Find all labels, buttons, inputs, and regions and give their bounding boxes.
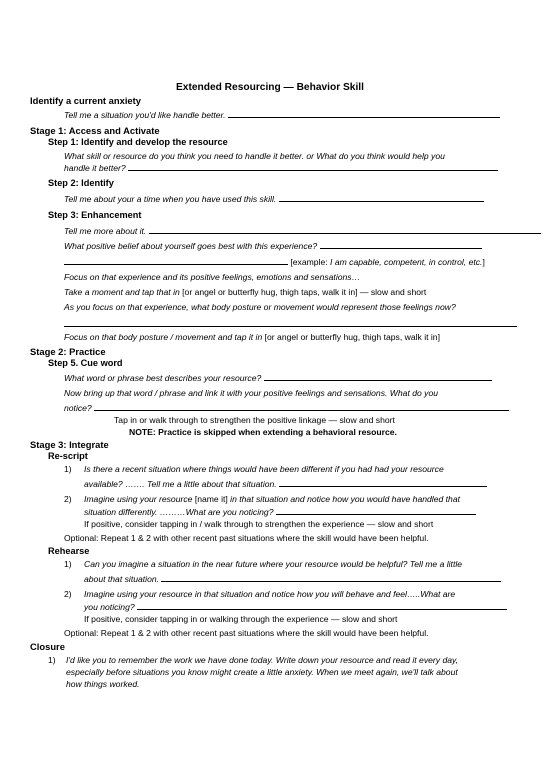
step5-link: Now bring up that word / phrase and link it with your positive feelings and sensations. What do you xyxy=(64,388,439,398)
answer-blank[interactable] xyxy=(64,256,288,265)
practice-note: NOTE: Practice is skipped when extending a behavioral resource. xyxy=(129,427,397,437)
answer-blank[interactable] xyxy=(94,402,509,411)
closure-line2: especially before situations you know might create a little anxiety. When we meet again, we'll talk about xyxy=(66,667,458,677)
step2-heading: Step 2: Identify xyxy=(48,178,114,188)
step5-heading: Step 5. Cue word xyxy=(48,358,123,368)
rescript-heading: Re-script xyxy=(48,451,88,461)
rehearse-item2-cont: you noticing? xyxy=(84,601,507,613)
answer-blank[interactable] xyxy=(137,601,507,610)
step1-question-cont: handle it better? xyxy=(64,162,498,174)
step3-tap: Take a moment and tap that in [or angel or butterfly hug, thigh taps, walk it in] — slow and short xyxy=(64,287,427,297)
step2-prompt: Tell me about your a time when you have used this skill. xyxy=(64,193,484,205)
closure-item1-number: 1) xyxy=(48,655,56,665)
step1-heading: Step 1: Identify and develop the resource xyxy=(48,137,228,147)
rehearse-item2-number: 2) xyxy=(64,589,72,599)
rescript-optional: Optional: Repeat 1 & 2 with other recent past situations where the skill would have been helpful. xyxy=(64,533,429,543)
rescript-item2-cont: situation differently. ………What are you noticing? xyxy=(84,506,476,518)
step1-question: What skill or resource do you think you need to handle it better. or What do you think would help you xyxy=(64,151,445,161)
answer-line[interactable] xyxy=(64,326,517,327)
step3-heading: Step 3: Enhancement xyxy=(48,210,142,220)
rescript-item2: Imagine using your resource [name it] in that situation and notice how you would have handled that xyxy=(84,494,460,504)
step3-focus: Focus on that experience and its positive feelings, emotions and sensations… xyxy=(64,272,361,282)
rehearse-item1: Can you imagine a situation in the near future where your resource would be helpful? Tell me a little xyxy=(84,559,463,569)
step3-belief: What positive belief about yourself goes best with this experience? xyxy=(64,240,482,252)
rescript-item1: Is there a recent situation where things would have been different if you had had your resource xyxy=(84,464,444,474)
stage1-heading: Stage 1: Access and Activate xyxy=(30,125,160,136)
answer-blank[interactable] xyxy=(279,478,487,487)
step5-tap: Tap in or walk through to strengthen the positive linkage — slow and short xyxy=(114,415,395,425)
step3-more: Tell me more about it. xyxy=(64,225,541,237)
answer-blank[interactable] xyxy=(228,109,500,118)
stage3-heading: Stage 3: Integrate xyxy=(30,439,109,450)
answer-blank[interactable] xyxy=(149,225,541,234)
rescript-item2-number: 2) xyxy=(64,494,72,504)
rehearse-positive: If positive, consider tapping in or walking through the experience — slow and short xyxy=(84,614,398,624)
answer-blank[interactable] xyxy=(161,573,501,582)
rescript-item1-number: 1) xyxy=(64,464,72,474)
step3-posture: As you focus on that experience, what body posture or movement would represent those feelings now? xyxy=(64,302,456,312)
step5-question: What word or phrase best describes your resource? xyxy=(64,372,492,384)
rehearse-optional: Optional: Repeat 1 & 2 with other recent past situations where the skill would have been helpful. xyxy=(64,628,429,638)
step5-notice: notice? xyxy=(64,402,509,414)
step3-posture-tap: Focus on that body posture / movement and tap it in [or angel or butterfly hug, thigh taps, walk it in] xyxy=(64,332,440,342)
closure-heading: Closure xyxy=(30,641,65,652)
answer-blank[interactable] xyxy=(128,162,498,171)
example-text: I am capable, competent, in control, etc. xyxy=(330,257,483,267)
rescript-item1-cont: available? ……. Tell me a little about that situation. xyxy=(84,478,487,490)
answer-blank[interactable] xyxy=(320,240,482,249)
rehearse-heading: Rehearse xyxy=(48,546,90,556)
identify-prompt: Tell me a situation you'd like handle better. xyxy=(64,109,500,121)
stage2-heading: Stage 2: Practice xyxy=(30,346,106,357)
answer-blank[interactable] xyxy=(279,193,484,202)
answer-blank[interactable] xyxy=(264,372,492,381)
example-label: [example: xyxy=(290,257,331,267)
closure-line3: how things worked. xyxy=(66,679,140,689)
identify-heading: Identify a current anxiety xyxy=(30,95,141,106)
document-title: Extended Resourcing — Behavior Skill xyxy=(176,82,364,93)
answer-blank[interactable] xyxy=(276,506,476,515)
rehearse-item1-cont: about that situation. xyxy=(84,573,501,585)
closure-line1: I'd like you to remember the work we have done today. Write down your resource and read it every day, xyxy=(66,655,459,665)
step3-example-line: [example: I am capable, competent, in control, etc.] xyxy=(64,256,485,268)
rehearse-item1-number: 1) xyxy=(64,559,72,569)
rehearse-item2: Imagine using your resource in that situation and notice how you will behave and feel…..What are xyxy=(84,589,456,599)
rescript-positive: If positive, consider tapping in / walk through to strengthen the experience — slow and short xyxy=(84,519,434,529)
